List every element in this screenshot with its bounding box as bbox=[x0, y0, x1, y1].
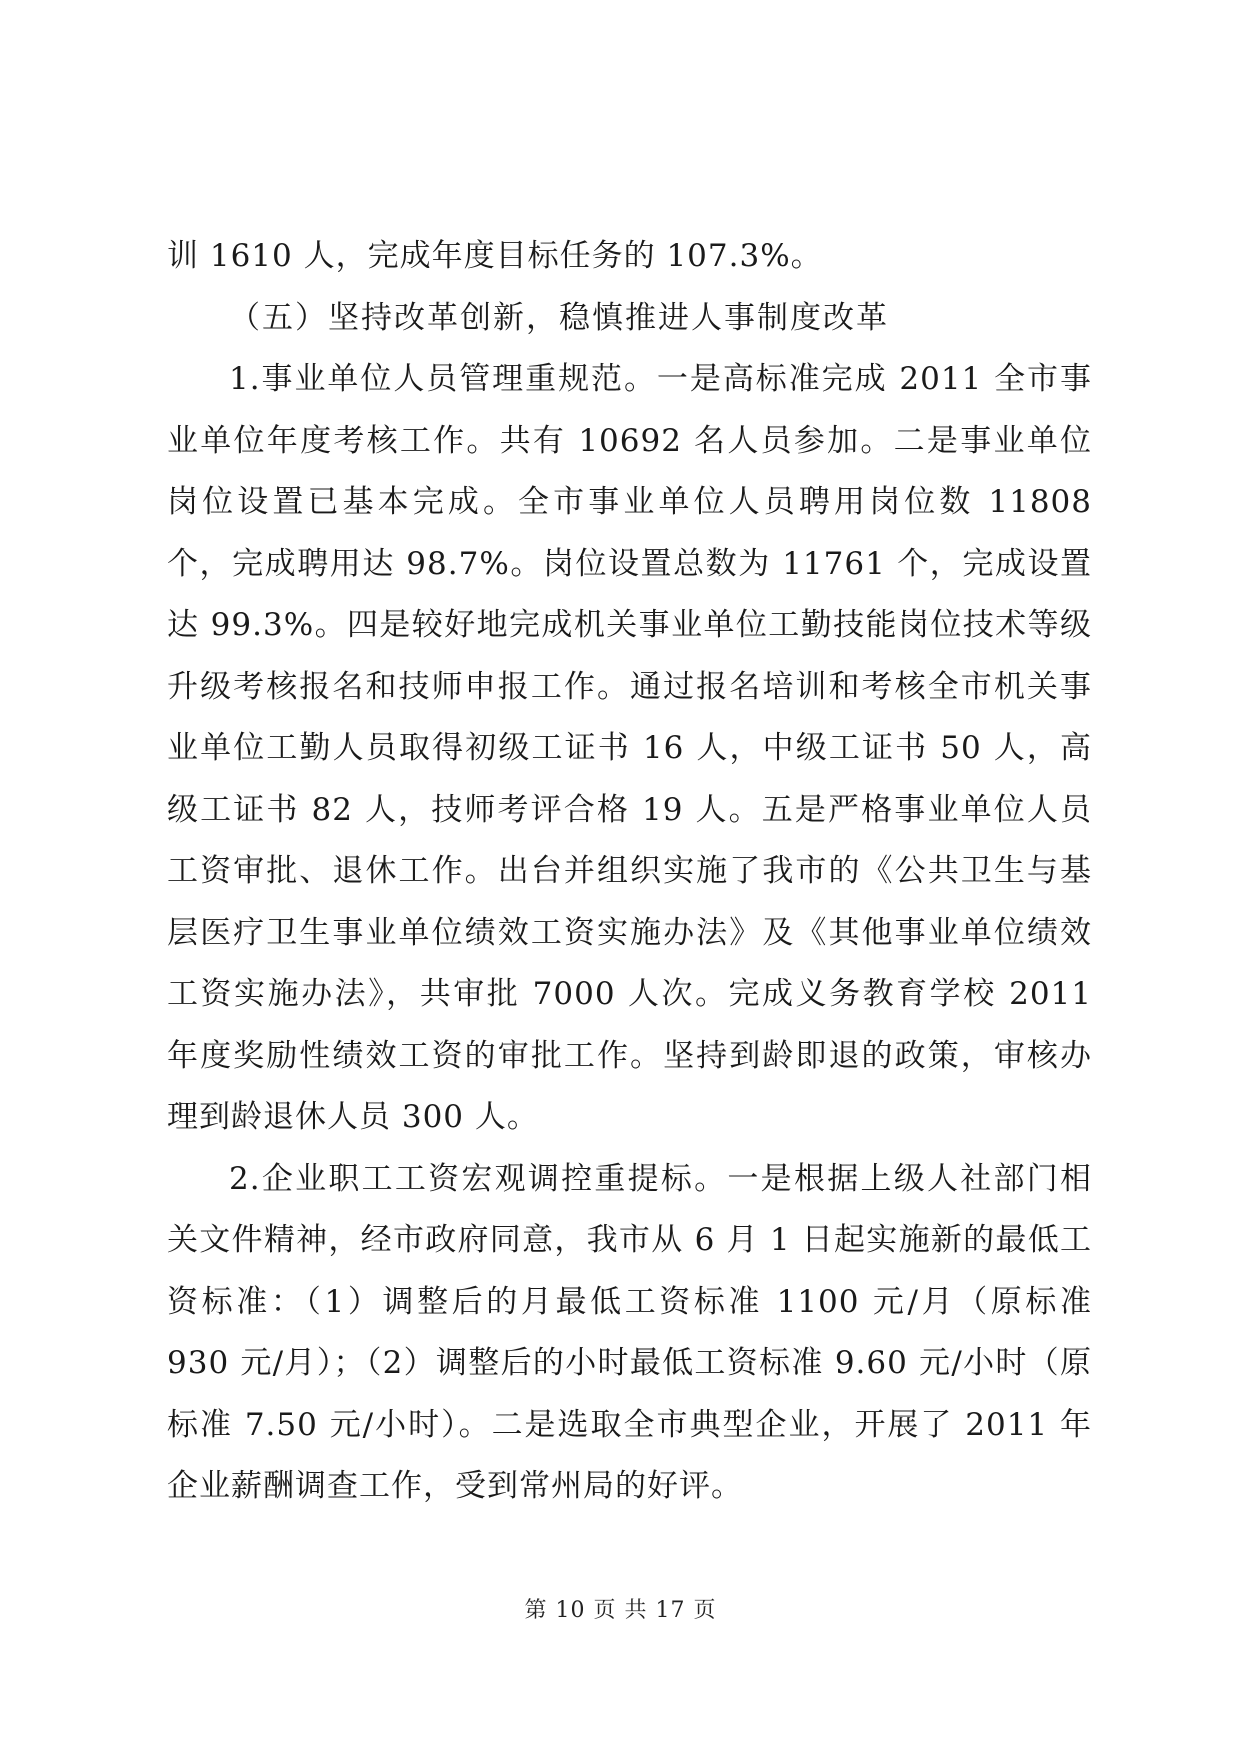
page-number-footer: 第 10 页 共 17 页 bbox=[524, 1598, 717, 1623]
paragraph-item-2: 2.企业职工工资宏观调控重提标。一是根据上级人社部门相关文件精神，经市政府同意，我市从 6 月 1 日起实施新的最低工资标准：（1）调整后的月最低工资标准 1100 元/月（原标准 930 元/月）；（2）调整后的小时最低工资标准 9.60 元/小时（原标准 7.50 元/小时）。二是选取全市典型企业，开展了 2011 年企业薪酬调查工作，受到常州局的好评。 bbox=[167, 1160, 1092, 1504]
section-heading: （五）坚持改革创新，稳慎推进人事制度改革 bbox=[229, 299, 889, 336]
document-body bbox=[167, 226, 1092, 1518]
paragraph-continuation: 训 1610 人，完成年度目标任务的 107.3%。 bbox=[167, 238, 823, 274]
paragraph-item-1: 1.事业单位人员管理重规范。一是高标准完成 2011 全市事业单位年度考核工作。共有 10692 名人员参加。二是事业单位岗位设置已基本完成。全市事业单位人员聘用岗位数 11808 个，完成聘用达 98.7%。岗位设置总数为 11761 个，完成设置达 99.3%。四是较好地完成机关事业单位工勤技能岗位技术等级升级考核报名和技师申报工作。通过报名培训和考核全市机关事业单位工勤人员取得初级工证书 16 人，中级工证书 50 人，高级工证书 82 人，技师考评合格 19 人。五是严格事业单位人员工资审批、退休工作。出台并组织实施了我市的《公共卫生与基层医疗卫生事业单位绩效工资实施办法》及《其他事业单位绩效工资实施办法》，共审批 7000 人次。完成义务教育学校 2011 年度奖励性绩效工资的审批工作。坚持到龄即退的政策，审核办理到龄退休人员 300 人。 bbox=[167, 361, 1092, 1135]
